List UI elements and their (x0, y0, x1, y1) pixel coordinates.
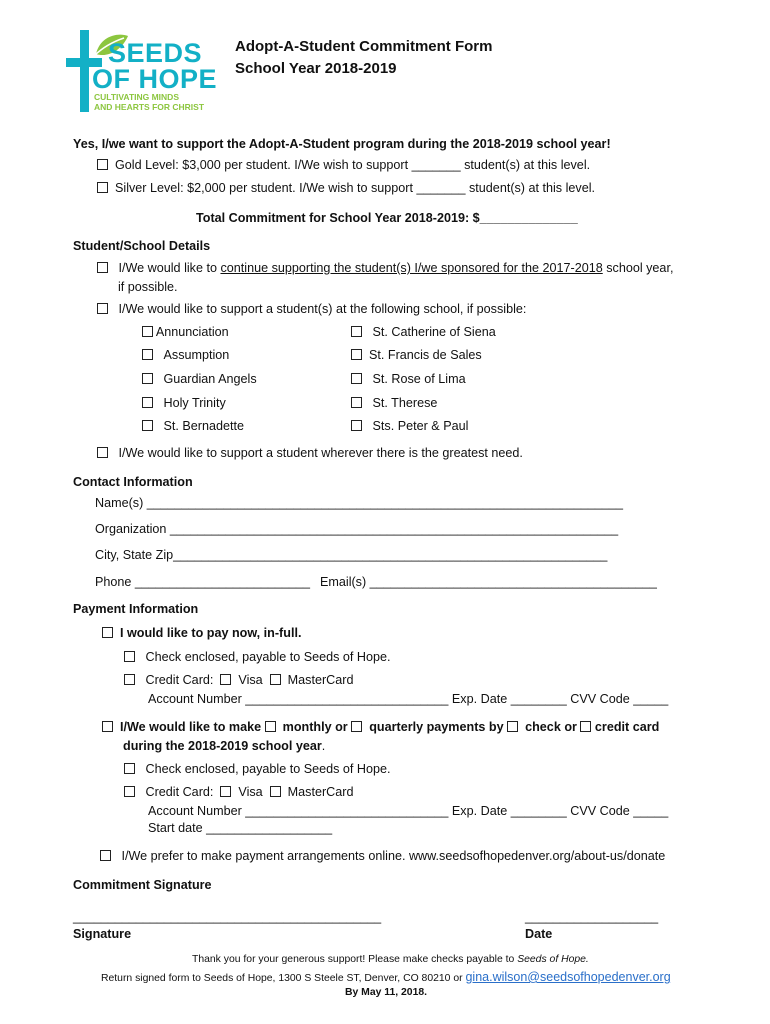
continue-support-option (97, 261, 673, 275)
student-details-heading: Student/School Details (73, 239, 211, 253)
installment-during: during the 2018-2019 school year. (123, 739, 326, 753)
installment-option (102, 720, 659, 734)
contact-heading: Contact Information (73, 475, 193, 489)
total-commitment: Total Commitment for School Year 2018-2019: $______________ (196, 211, 578, 225)
visa-label: Visa (238, 673, 263, 687)
school-checkbox[interactable] (351, 397, 362, 408)
phone-field[interactable]: Phone _________________________ (95, 575, 311, 589)
school-checkbox[interactable] (142, 326, 153, 337)
school-label: St. Catherine of Siena (372, 325, 496, 339)
signature-line[interactable]: ____________________________________________ (73, 910, 382, 924)
gold-level-label: Gold Level: $3,000 per student. I/We wish to support _______ student(s) at this level. (115, 158, 591, 172)
school-label: Sts. Peter & Paul (372, 419, 469, 433)
check-enclosed-checkbox[interactable] (124, 651, 135, 662)
school-assumption (142, 348, 229, 362)
school-label: St. Rose of Lima (372, 372, 466, 386)
visa-checkbox[interactable] (220, 674, 231, 685)
organization-field[interactable]: Organization ________________________________________________________________ (95, 522, 619, 536)
pay-online-option (100, 849, 665, 863)
gold-level-checkbox[interactable] (97, 159, 108, 170)
school-holy-trinity (142, 396, 226, 410)
greatest-need-option (97, 446, 523, 460)
footer-email-link[interactable]: gina.wilson@seedsofhopedenver.org (465, 970, 671, 984)
greatest-need-label: I/We would like to support a student wherever there is the greatest need. (118, 446, 523, 460)
pay-online-checkbox[interactable] (100, 850, 111, 861)
silver-level-option (97, 181, 595, 195)
mastercard-checkbox[interactable] (270, 674, 281, 685)
by-credit-card-checkbox[interactable] (580, 721, 591, 732)
signature-heading: Commitment Signature (73, 878, 212, 892)
credit-card-option-2 (124, 785, 353, 799)
continue-support-label-underlined: continue supporting the student(s) I/we sponsored for the 2017-2018 (220, 261, 603, 275)
credit-card-option (124, 673, 353, 687)
seeds-of-hope-logo (66, 30, 226, 114)
continue-support-checkbox[interactable] (97, 262, 108, 273)
footer-thanks (192, 954, 589, 965)
logo-tagline-1: CULTIVATING MINDS (94, 92, 179, 102)
check-enclosed-option-2 (124, 762, 391, 776)
school-label: Guardian Angels (163, 372, 257, 386)
name-field[interactable]: Name(s) ____________________________________________________________________ (95, 496, 624, 510)
monthly-label: monthly or (282, 720, 348, 734)
credit-card-label-2: Credit Card: (145, 785, 214, 799)
credit-card-checkbox-2[interactable] (124, 786, 135, 797)
visa-label-2: Visa (238, 785, 263, 799)
check-enclosed-checkbox-2[interactable] (124, 763, 135, 774)
school-st-bernadette (142, 419, 244, 433)
payment-heading: Payment Information (73, 602, 199, 616)
school-label: St. Bernadette (163, 419, 245, 433)
intro-statement: Yes, I/we want to support the Adopt-A-Student program during the 2018-2019 school year! (73, 137, 611, 151)
school-checkbox[interactable] (351, 373, 362, 384)
form-subtitle: School Year 2018-2019 (235, 60, 397, 77)
quarterly-checkbox[interactable] (351, 721, 362, 732)
greatest-need-checkbox[interactable] (97, 447, 108, 458)
school-checkbox[interactable] (142, 397, 153, 408)
school-checkbox[interactable] (142, 420, 153, 431)
school-annunciation (142, 325, 229, 339)
school-checkbox[interactable] (351, 420, 362, 431)
mastercard-checkbox-2[interactable] (270, 786, 281, 797)
logo-seeds-text: SEEDS (108, 38, 203, 68)
footer-thanks-text: Thank you for your generous support! Please make checks payable to (192, 954, 518, 965)
signature-label: Signature (73, 927, 132, 941)
footer-return-text: Return signed form to Seeds of Hope, 1300 S Steele ST, Denver, CO 80210 or (101, 973, 466, 984)
city-state-zip-field[interactable]: City, State Zip______________________________________________________________ (95, 548, 608, 562)
pay-in-full-checkbox[interactable] (102, 627, 113, 638)
mastercard-label: MasterCard (287, 673, 354, 687)
pay-online-label: I/We prefer to make payment arrangements online. www.seedsofhopedenver.org/about-us/donate (121, 849, 666, 863)
logo-of-hope-text: OF HOPE (92, 64, 218, 94)
school-checkbox[interactable] (142, 349, 153, 360)
school-choice-label: I/We would like to support a student(s) at the following school, if possible: (118, 302, 527, 316)
mastercard-label-2: MasterCard (287, 785, 354, 799)
school-label: St. Francis de Sales (369, 348, 482, 362)
by-credit-card-label: credit card (594, 720, 660, 734)
account-number-field[interactable]: Account Number _____________________________ Exp. Date ________ CVV Code _____ (148, 692, 669, 706)
school-label: Assumption (163, 348, 230, 362)
email-field[interactable]: Email(s) _________________________________________ (320, 575, 657, 589)
start-date-field[interactable]: Start date __________________ (148, 821, 333, 835)
quarterly-label: quarterly payments by (369, 720, 504, 734)
school-st-catherine (351, 325, 496, 339)
installment-checkbox[interactable] (102, 721, 113, 732)
by-check-checkbox[interactable] (507, 721, 518, 732)
pay-in-full-label: I would like to pay now, in-full. (120, 626, 302, 640)
school-choice-checkbox[interactable] (97, 303, 108, 314)
school-st-francis (351, 348, 482, 362)
school-label: Holy Trinity (163, 396, 226, 410)
credit-card-checkbox[interactable] (124, 674, 135, 685)
credit-card-label: Credit Card: (145, 673, 214, 687)
footer-thanks-emphasis: Seeds of Hope. (517, 954, 589, 965)
monthly-checkbox[interactable] (265, 721, 276, 732)
school-label: Annunciation (155, 325, 229, 339)
footer-return (101, 970, 671, 984)
silver-level-checkbox[interactable] (97, 182, 108, 193)
footer-deadline: By May 11, 2018. (345, 987, 428, 998)
continue-support-cont: if possible. (118, 280, 178, 294)
school-st-therese (351, 396, 437, 410)
check-enclosed-label-2: Check enclosed, payable to Seeds of Hope. (145, 762, 391, 776)
pay-in-full-option (102, 626, 301, 640)
school-guardian-angels (142, 372, 257, 386)
by-check-label: check or (525, 720, 577, 734)
installment-label: I/We would like to make (120, 720, 262, 734)
logo-tagline-2: AND HEARTS FOR CHRIST (94, 102, 205, 112)
school-checkbox[interactable] (351, 326, 362, 337)
school-choice-option (97, 302, 526, 316)
continue-support-label-b: school year, (602, 261, 674, 275)
account-number-field-2[interactable]: Account Number _____________________________ Exp. Date ________ CVV Code _____ (148, 804, 669, 818)
school-sts-peter-paul (351, 419, 468, 433)
school-checkbox[interactable] (351, 349, 362, 360)
date-line[interactable]: ___________________ (525, 910, 659, 924)
check-enclosed-label: Check enclosed, payable to Seeds of Hope. (145, 650, 391, 664)
gold-level-option (97, 158, 590, 172)
school-label: St. Therese (372, 396, 438, 410)
check-enclosed-option (124, 650, 391, 664)
school-checkbox[interactable] (142, 373, 153, 384)
visa-checkbox-2[interactable] (220, 786, 231, 797)
continue-support-label-a: I/We would like to (118, 261, 221, 275)
date-label: Date (525, 927, 553, 941)
form-title: Adopt-A-Student Commitment Form (235, 38, 493, 55)
school-st-rose (351, 372, 466, 386)
installment-during-label: during the 2018-2019 school year (123, 739, 322, 753)
silver-level-label: Silver Level: $2,000 per student. I/We wish to support _______ student(s) at this level. (115, 181, 596, 195)
